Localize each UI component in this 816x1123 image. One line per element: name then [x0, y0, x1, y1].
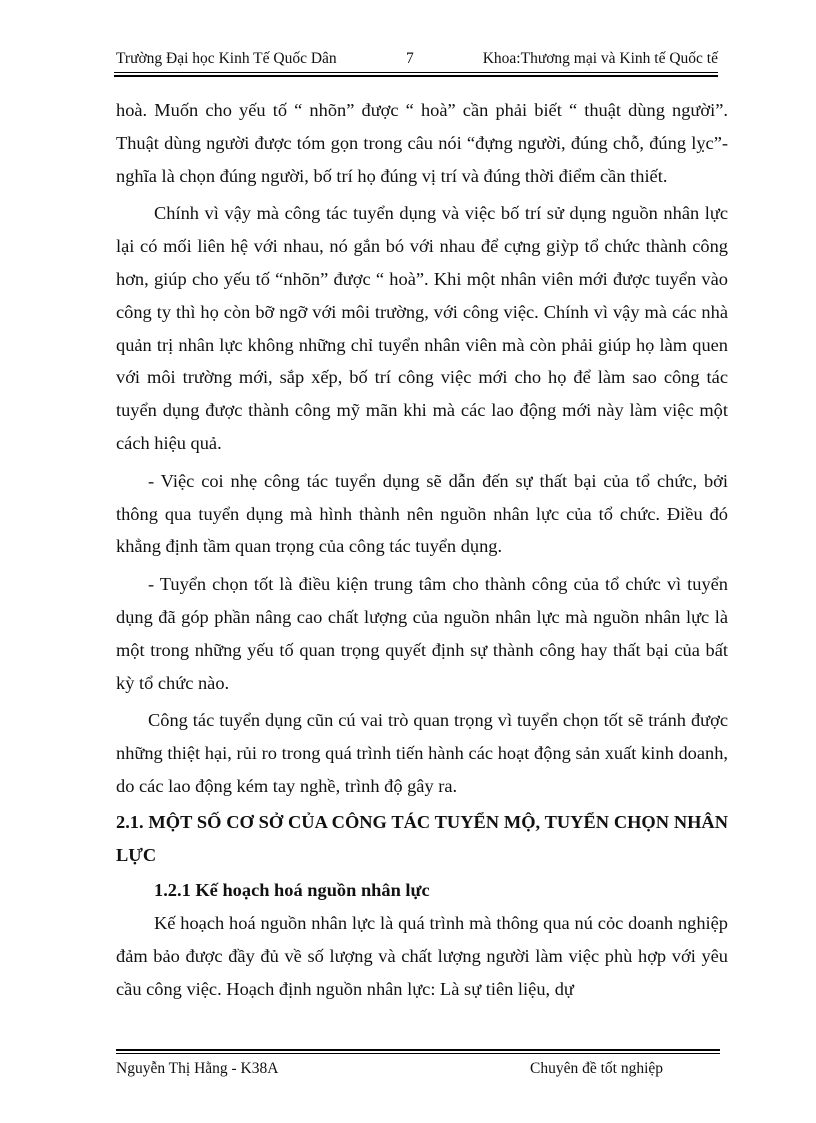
page-footer: [116, 1060, 718, 1082]
section-heading: 2.1. MỘT SỐ CƠ SỞ CỦA CÔNG TÁC TUYỂN MỘ, TUYỂN CHỌN NHÂN LỰC: [116, 811, 728, 865]
header-rule-thin: [114, 72, 718, 73]
page-number: 7: [406, 50, 414, 67]
page-body: [116, 94, 728, 1006]
paragraph-2: Chính vì vậy mà công tác tuyển dụng và việc bố trí sử dụng nguồn nhân lực lại có mối liên hệ với nhau, nó gắn bó với nhau để cựng giỳp tổ chức thành công hơn, giúp cho yếu tố “nhõn” được “ hoà”. Khi một nhân viên mới được tuyển vào công ty thì họ còn bỡ ngỡ với môi trường, với công việc. Chính vì vậy mà các nhà quản trị nhân lực không những chỉ tuyển nhân viên mà còn phải giúp họ làm quen với môi trường mới, sắp xếp, bố trí công việc mới cho họ để làm sao công tác tuyển dụng được thành công mỹ mãn khi mà các lao động mới này làm việc một cách hiệu quả.: [116, 203, 728, 453]
header-faculty: Khoa:Thương mại và Kinh tế Quốc tế: [482, 50, 718, 67]
header-university: Trường Đại học Kinh Tế Quốc Dân: [116, 50, 337, 67]
footer-rule-thin: [116, 1053, 720, 1054]
subsection-heading: 1.2.1 Kế hoạch hoá nguồn nhân lực: [154, 880, 430, 901]
footer-rule-thick: [116, 1049, 720, 1051]
footer-author: Nguyễn Thị Hằng - K38A: [116, 1060, 279, 1077]
header-rule-thick: [114, 75, 718, 77]
paragraph-6: Kế hoạch hoá nguồn nhân lực là quá trình mà thông qua nú cỏc doanh nghiệp đảm bảo được đầy đủ về số lượng và chất lượng người làm việc phù hợp với yêu cầu công việc. Hoạch định nguồn nhân lực: Là sự tiên liệu, dự: [116, 913, 728, 999]
paragraph-5: Công tác tuyển dụng cũn cú vai trò quan trọng vì tuyển chọn tốt sẽ tránh được những thiệt hại, rủi ro trong quá trình tiến hành các hoạt động sản xuất kinh doanh, do các lao động kém tay nghề, trình độ gây ra.: [116, 710, 728, 796]
paragraph-3: - Việc coi nhẹ công tác tuyển dụng sẽ dẫn đến sự thất bại của tổ chức, bởi thông qua tuyển dụng mà hình thành nên nguồn nhân lực của tổ chức. Điều đó khẳng định tầm quan trọng của công tác tuyển dụng.: [116, 470, 728, 557]
paragraph-4: - Tuyển chọn tốt là điều kiện trung tâm cho thành công của tổ chức vì tuyển dụng đã góp phần nâng cao chất lượng của nguồn nhân lực mà nguồn nhân lực là một trong những yếu tố quan trọng quyết định sự thành công hay thất bại của bất kỳ tổ chức nào.: [116, 574, 728, 693]
footer-doc-type: Chuyên đề tốt nghiệp: [530, 1060, 664, 1077]
paragraph-1: hoà. Muốn cho yếu tố “ nhõn” được “ hoà” cần phải biết “ thuật dùng người”. Thuật dùng người được tóm gọn trong câu nói “đựng người, đúng chỗ, đúng lỵc”- nghĩa là chọn đúng người, bố trí họ đúng vị trí và đúng thời điểm cần thiết.: [116, 100, 728, 186]
page-header: [116, 44, 718, 70]
